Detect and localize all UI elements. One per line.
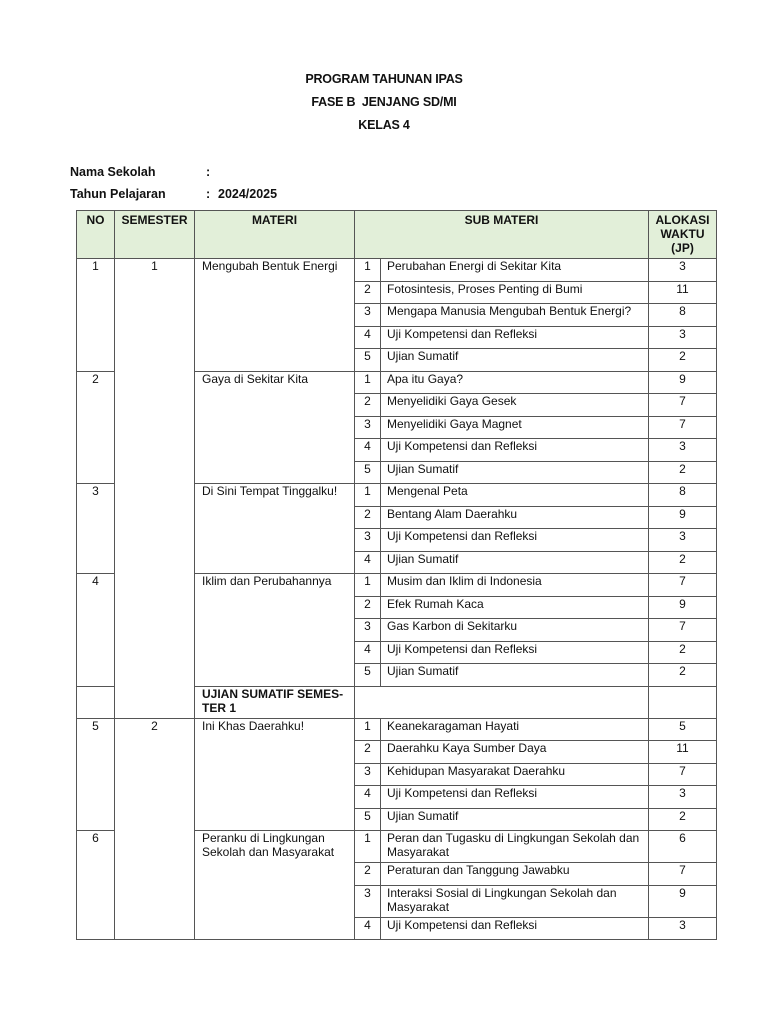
jp-cell: 3 xyxy=(649,326,717,349)
blank-cell xyxy=(77,686,115,718)
jp-cell: 7 xyxy=(649,574,717,597)
sub-materi-cell: Apa itu Gaya? xyxy=(381,371,649,394)
sub-materi-cell: Uji Kompetensi dan Refleksi xyxy=(381,917,649,940)
sub-materi-cell: Uji Kompetensi dan Refleksi xyxy=(381,439,649,462)
jp-cell: 9 xyxy=(649,506,717,529)
school-year-colon: : xyxy=(206,187,211,201)
jp-cell: 2 xyxy=(649,808,717,831)
header-sub-materi: SUB MATERI xyxy=(355,211,649,259)
sub-number: 5 xyxy=(355,664,381,687)
sub-materi-cell: Mengenal Peta xyxy=(381,484,649,507)
document-class: KELAS 4 xyxy=(358,118,410,132)
sub-number: 1 xyxy=(355,259,381,282)
sub-number: 4 xyxy=(355,917,381,940)
unit-number: 3 xyxy=(77,484,115,574)
school-name-label: Nama Sekolah xyxy=(70,165,156,179)
table-row xyxy=(77,259,717,282)
sub-number: 3 xyxy=(355,885,381,917)
sub-number: 2 xyxy=(355,506,381,529)
jp-cell: 3 xyxy=(649,917,717,940)
school-name-colon: : xyxy=(206,165,211,179)
unit-number: 1 xyxy=(77,259,115,372)
sub-number: 4 xyxy=(355,439,381,462)
semester-exam-label: UJIAN SUMATIF SEMES-TER 1 xyxy=(195,686,355,718)
sub-materi-cell: Menyelidiki Gaya Gesek xyxy=(381,394,649,417)
jp-cell: 11 xyxy=(649,741,717,764)
sub-materi-cell: Musim dan Iklim di Indonesia xyxy=(381,574,649,597)
sub-materi-cell: Uji Kompetensi dan Refleksi xyxy=(381,326,649,349)
sub-number: 2 xyxy=(355,596,381,619)
materi-cell: Iklim dan Perubahannya xyxy=(195,574,355,687)
jp-cell: 7 xyxy=(649,619,717,642)
jp-cell: 9 xyxy=(649,371,717,394)
sub-number: 2 xyxy=(355,863,381,886)
sub-number: 1 xyxy=(355,718,381,741)
blank-cell xyxy=(649,686,717,718)
sub-materi-cell: Uji Kompetensi dan Refleksi xyxy=(381,641,649,664)
unit-number: 4 xyxy=(77,574,115,687)
sub-number: 5 xyxy=(355,461,381,484)
sub-number: 4 xyxy=(355,551,381,574)
blank-cell xyxy=(355,686,649,718)
jp-cell: 3 xyxy=(649,439,717,462)
jp-cell: 7 xyxy=(649,863,717,886)
jp-cell: 3 xyxy=(649,786,717,809)
sub-number: 1 xyxy=(355,484,381,507)
unit-number: 6 xyxy=(77,831,115,940)
sub-number: 1 xyxy=(355,831,381,863)
sub-materi-cell: Perubahan Energi di Sekitar Kita xyxy=(381,259,649,282)
unit-number: 2 xyxy=(77,371,115,484)
sub-materi-cell: Kehidupan Masyarakat Daerahku xyxy=(381,763,649,786)
sub-materi-cell: Ujian Sumatif xyxy=(381,349,649,372)
sub-materi-cell: Keanekaragaman Hayati xyxy=(381,718,649,741)
header-alokasi: ALOKASI WAKTU (JP) xyxy=(649,211,717,259)
materi-cell: Peranku di Lingkungan Sekolah dan Masyarakat xyxy=(195,831,355,940)
sub-materi-cell: Efek Rumah Kaca xyxy=(381,596,649,619)
sub-number: 3 xyxy=(355,763,381,786)
jp-cell: 5 xyxy=(649,718,717,741)
sub-materi-cell: Mengapa Manusia Mengubah Bentuk Energi? xyxy=(381,304,649,327)
jp-cell: 2 xyxy=(649,641,717,664)
jp-cell: 2 xyxy=(649,664,717,687)
sub-number: 4 xyxy=(355,326,381,349)
unit-number: 5 xyxy=(77,718,115,831)
sub-materi-cell: Ujian Sumatif xyxy=(381,664,649,687)
semester-cell: 1 xyxy=(115,259,195,719)
jp-cell: 7 xyxy=(649,416,717,439)
header-semester: SEMESTER xyxy=(115,211,195,259)
materi-cell: Ini Khas Daerahku! xyxy=(195,718,355,831)
sub-number: 2 xyxy=(355,741,381,764)
sub-number: 3 xyxy=(355,416,381,439)
jp-cell: 8 xyxy=(649,304,717,327)
jp-cell: 6 xyxy=(649,831,717,863)
sub-materi-cell: Ujian Sumatif xyxy=(381,551,649,574)
document-subtitle: FASE B JENJANG SD/MI xyxy=(311,95,457,109)
sub-materi-cell: Uji Kompetensi dan Refleksi xyxy=(381,529,649,552)
program-table xyxy=(76,210,717,940)
materi-cell: Mengubah Bentuk Energi xyxy=(195,259,355,372)
jp-cell: 3 xyxy=(649,259,717,282)
sub-number: 2 xyxy=(355,281,381,304)
jp-cell: 8 xyxy=(649,484,717,507)
sub-number: 3 xyxy=(355,304,381,327)
jp-cell: 2 xyxy=(649,551,717,574)
jp-cell: 7 xyxy=(649,394,717,417)
jp-cell: 3 xyxy=(649,529,717,552)
sub-materi-cell: Fotosintesis, Proses Penting di Bumi xyxy=(381,281,649,304)
school-year-label: Tahun Pelajaran xyxy=(70,187,166,201)
jp-cell: 11 xyxy=(649,281,717,304)
sub-materi-cell: Uji Kompetensi dan Refleksi xyxy=(381,786,649,809)
header-no: NO xyxy=(77,211,115,259)
table-header-row xyxy=(77,211,717,259)
materi-cell: Gaya di Sekitar Kita xyxy=(195,371,355,484)
header-materi: MATERI xyxy=(195,211,355,259)
sub-materi-cell: Ujian Sumatif xyxy=(381,461,649,484)
sub-number: 1 xyxy=(355,371,381,394)
sub-materi-cell: Ujian Sumatif xyxy=(381,808,649,831)
jp-cell: 2 xyxy=(649,349,717,372)
school-year-value: 2024/2025 xyxy=(218,187,278,201)
document-title: PROGRAM TAHUNAN IPAS xyxy=(305,72,463,86)
sub-number: 3 xyxy=(355,619,381,642)
sub-materi-cell: Peran dan Tugasku di Lingkungan Sekolah dan Masyarakat xyxy=(381,831,649,863)
sub-materi-cell: Peraturan dan Tanggung Jawabku xyxy=(381,863,649,886)
table-row xyxy=(77,718,717,741)
materi-cell: Di Sini Tempat Tinggalku! xyxy=(195,484,355,574)
sub-materi-cell: Gas Karbon di Sekitarku xyxy=(381,619,649,642)
sub-number: 5 xyxy=(355,808,381,831)
sub-number: 1 xyxy=(355,574,381,597)
sub-number: 5 xyxy=(355,349,381,372)
sub-number: 4 xyxy=(355,641,381,664)
sub-number: 2 xyxy=(355,394,381,417)
semester-cell: 2 xyxy=(115,718,195,940)
jp-cell: 7 xyxy=(649,763,717,786)
sub-materi-cell: Interaksi Sosial di Lingkungan Sekolah dan Masyarakat xyxy=(381,885,649,917)
sub-materi-cell: Daerahku Kaya Sumber Daya xyxy=(381,741,649,764)
jp-cell: 9 xyxy=(649,596,717,619)
sub-materi-cell: Bentang Alam Daerahku xyxy=(381,506,649,529)
sub-number: 3 xyxy=(355,529,381,552)
sub-materi-cell: Menyelidiki Gaya Magnet xyxy=(381,416,649,439)
jp-cell: 9 xyxy=(649,885,717,917)
jp-cell: 2 xyxy=(649,461,717,484)
sub-number: 4 xyxy=(355,786,381,809)
